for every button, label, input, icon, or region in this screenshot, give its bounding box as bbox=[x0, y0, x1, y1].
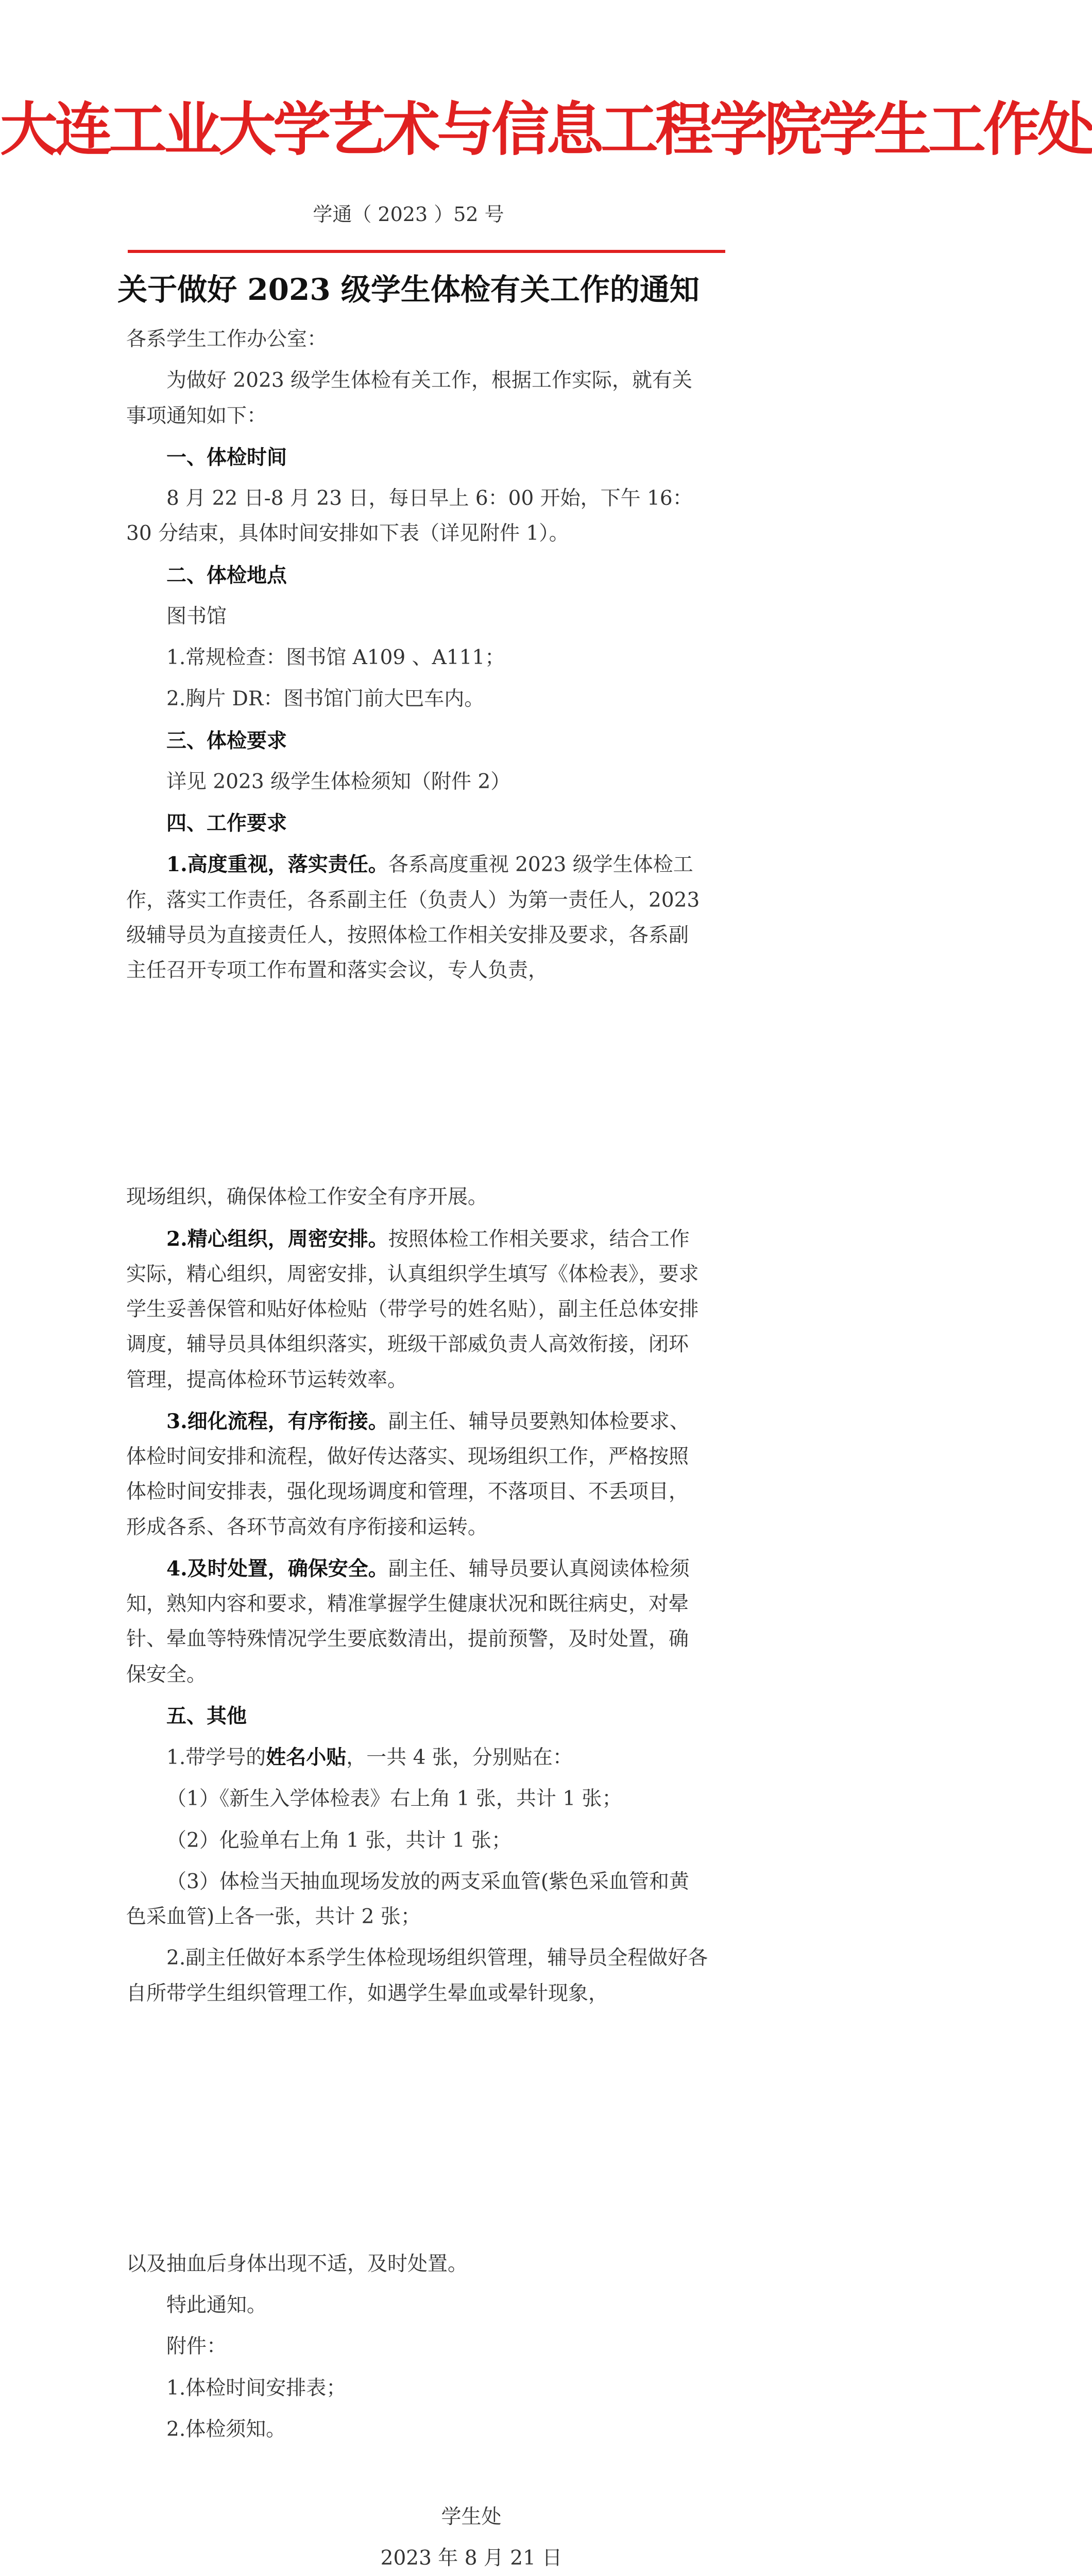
section-4-p4-text: 副主任、辅导员要认真阅读体检须知，熟知内容和要求，精准掌握学生健康状况和既往病史，对晕针、晕血等特殊情况学生要底数清出，提前预警，及时处置，确保安全。 bbox=[126, 1557, 690, 1686]
section-5-sub-3: （3）体检当天抽血现场发放的两支采血管(紫色采血管和黄色采血管)上各一张，共计 2 张； bbox=[126, 1870, 690, 1928]
section-4-p1-lead: 1.高度重视，落实责任。 bbox=[166, 853, 388, 877]
signature-date: 2023 年 8 月 21 日 bbox=[380, 2547, 562, 2570]
attachment-2: 2.体检须知。 bbox=[166, 2417, 286, 2441]
section-4-heading: 四、工作要求 bbox=[166, 811, 287, 835]
document-title: 关于做好 2023 级学生体检有关工作的通知 bbox=[117, 272, 699, 307]
section-2-item-2: 2.胸片 DR：图书馆门前大巴车内。 bbox=[166, 687, 485, 711]
section-4-paragraph-1 bbox=[126, 847, 708, 988]
section-4-p1-text: 各系高度重视 2023 级学生体检工作，落实工作责任，各系副主任（负责人）为第一责任人，2023 级辅导员为直接责任人，按照体检工作相关安排及要求，各系副主任召开专项工作布置和落实会议，专人负责， bbox=[126, 853, 700, 982]
section-5-sub-2: （2）化验单右上角 1 张，共计 1 张； bbox=[166, 1828, 512, 1852]
attachment-1: 1.体检时间安排表； bbox=[166, 2376, 347, 2400]
closing-text: 特此通知。 bbox=[166, 2294, 267, 2317]
section-4-p1-continued: 现场组织，确保体检工作安全有序开展。 bbox=[126, 1185, 488, 1209]
section-4-paragraph-4 bbox=[126, 1551, 708, 1692]
section-2-item-1: 1.常规检查：图书馆 A109 、A111； bbox=[166, 646, 505, 669]
page-break-gap bbox=[126, 994, 708, 1180]
section-1-text: 8 月 22 日-8 月 23 日，每日早上 6：00 开始，下午 16：30 分结束，具体时间安排如下表（详见附件 1）。 bbox=[126, 487, 693, 546]
section-1-heading: 一、体检时间 bbox=[166, 445, 287, 469]
section-3-text: 详见 2023 级学生体检须知（附件 2） bbox=[166, 770, 511, 793]
intro-paragraph: 为做好 2023 级学生体检有关工作，根据工作实际，就有关事项通知如下： bbox=[126, 369, 693, 428]
salutation: 各系学生工作办公室： bbox=[126, 328, 328, 351]
section-2-place: 图书馆 bbox=[166, 604, 227, 628]
page-break-gap-2 bbox=[126, 2018, 708, 2247]
section-5-p2-continued: 以及抽血后身体出现不适，及时处置。 bbox=[126, 2252, 468, 2276]
section-5-paragraph-1 bbox=[126, 1740, 708, 1775]
masthead-title: 大连工业大学艺术与信息工程学院学生工作处 bbox=[0, 96, 1092, 163]
signature-gap bbox=[126, 2453, 708, 2500]
section-5-p1-pre: 1.带学号的 bbox=[166, 1746, 266, 1769]
document-body bbox=[126, 322, 708, 2576]
section-5-heading: 五、其他 bbox=[166, 1704, 247, 1728]
section-5-sub-1: （1）《新生入学体检表》右上角 1 张，共计 1 张； bbox=[166, 1787, 622, 1811]
section-5-paragraph-2: 2.副主任做好本系学生体检现场组织管理，辅导员全程做好各自所带学生组织管理工作，如遇学生晕血或晕针现象， bbox=[126, 1946, 708, 2005]
document-number: 学通（ 2023 ）52 号 bbox=[313, 203, 504, 226]
attachments-label: 附件： bbox=[166, 2335, 227, 2359]
section-4-p2-lead: 2.精心组织，周密安排。 bbox=[166, 1227, 388, 1251]
section-4-paragraph-3 bbox=[126, 1404, 708, 1545]
section-2-heading: 二、体检地点 bbox=[166, 563, 287, 587]
section-3-heading: 三、体检要求 bbox=[166, 728, 287, 753]
signer: 学生处 bbox=[441, 2505, 502, 2529]
section-4-p4-lead: 4.及时处置，确保安全。 bbox=[166, 1556, 388, 1581]
section-4-p3-text: 副主任、辅导员要熟知体检要求、体检时间安排和流程，做好传达落实、现场组织工作，严格按照体检时间安排表，强化现场调度和管理，不落项目、不丢项目，形成各系、各环节高效有序衔接和运转。 bbox=[126, 1410, 690, 1539]
red-divider-line bbox=[128, 250, 725, 253]
section-4-p2-text: 按照体检工作相关要求，结合工作实际，精心组织，周密安排，认真组织学生填写《体检表》，要求学生妥善保管和贴好体检贴（带学号的姓名贴），副主任总体安排调度，辅导员具体组织落实，班级干部威负责人高效衔接，闭环管理，提高体检环节运转效率。 bbox=[126, 1227, 699, 1392]
section-4-p3-lead: 3.细化流程，有序衔接。 bbox=[166, 1409, 388, 1433]
section-4-paragraph-2 bbox=[126, 1222, 708, 1398]
section-5-p1-bold: 姓名小贴 bbox=[266, 1745, 347, 1769]
section-5-p1-post: ，一共 4 张，分别贴在： bbox=[346, 1746, 573, 1769]
